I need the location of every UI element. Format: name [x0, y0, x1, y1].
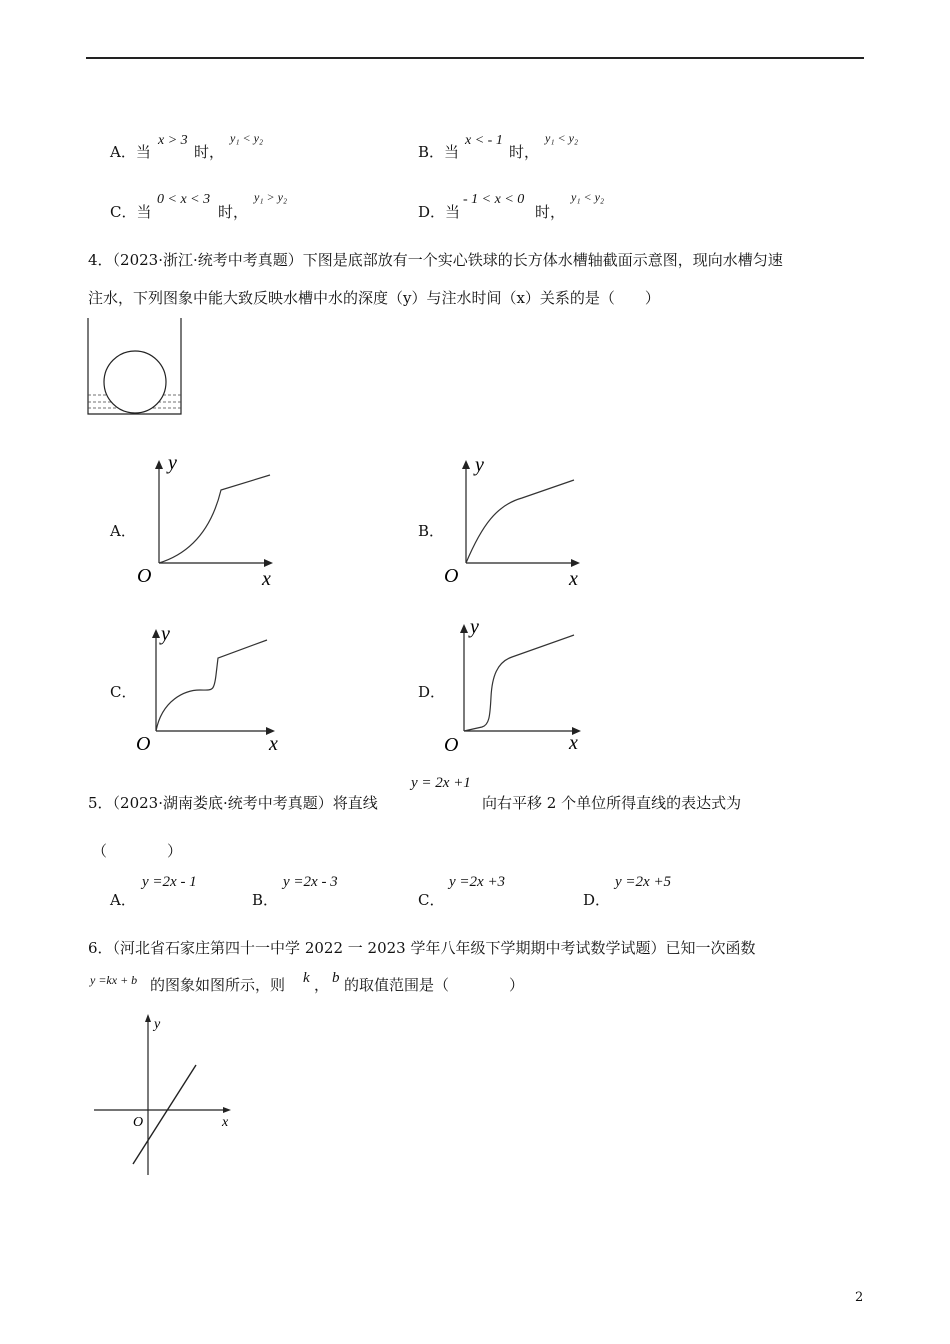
x-axis-arrow	[264, 559, 273, 567]
q5-option-a-expr: y =2x - 1	[142, 874, 197, 890]
q3-c-rel: y₁ > y₂	[254, 190, 288, 204]
q3-d-label: D．当	[418, 203, 461, 221]
q5-option-d-label: D．	[583, 891, 611, 909]
origin-label: O	[136, 733, 151, 755]
y-label: y	[154, 1017, 161, 1032]
q6-stem-line1: 6．（河北省石家庄第四十一中学 2022 一 2023 学年八年级下学期期中考试数学试题）已知一次函数	[88, 939, 756, 957]
y-axis-arrow	[155, 460, 163, 469]
q4-graph-b	[437, 455, 587, 590]
q4-stem-line2: 注水，下列图象中能大致反映水槽中水的深度（y）与注水时间（x）关系的是（ ）	[88, 289, 660, 307]
q6-b: b	[332, 970, 340, 986]
q5-option-a-label: A．	[110, 891, 136, 909]
q4-option-a-label: A．	[110, 522, 136, 540]
q3-a-tail: 时，	[194, 143, 225, 161]
q5-stem-prefix: 5．（2023·湖南娄底·统考中考真题）将直线	[88, 794, 378, 812]
x-label: x	[269, 733, 278, 755]
q3-d-rel: y₁ < y₂	[571, 190, 605, 204]
q4-graph-a	[130, 455, 280, 590]
q4-option-b-label: B．	[418, 522, 445, 540]
x-axis-arrow	[571, 559, 580, 567]
origin-label: O	[444, 565, 459, 587]
q4-option-d-label: D．	[418, 683, 446, 701]
water-tank-diagram	[80, 312, 190, 422]
curve-a	[159, 475, 270, 563]
y-axis-arrow	[145, 1014, 151, 1022]
q3-b-cond: x < - 1	[465, 133, 503, 148]
origin-label: O	[444, 734, 459, 752]
q3-c-cond: 0 < x < 3	[157, 192, 211, 207]
q3-b-tail: 时，	[509, 143, 540, 161]
q5-expr: y = 2x +1	[411, 775, 471, 791]
q6-stem-tail: 的取值范围是（ ）	[344, 976, 525, 994]
q6-stem-mid: 的图象如图所示，则	[150, 976, 286, 994]
q6-comma: ，	[314, 976, 330, 994]
x-label: x	[262, 568, 271, 590]
x-label: x	[569, 568, 578, 590]
q6-k: k	[303, 970, 310, 986]
q5-option-d-expr: y =2x +5	[615, 874, 672, 890]
q5-answer-paren: （ ）	[92, 842, 183, 860]
origin-label: O	[137, 565, 152, 587]
x-axis-arrow	[223, 1107, 231, 1113]
iron-ball	[104, 351, 166, 413]
q5-option-c-expr: y =2x +3	[449, 874, 506, 890]
x-label: x	[222, 1115, 229, 1130]
y-label: y	[475, 455, 484, 476]
curve-c	[156, 640, 267, 731]
q5-option-b-label: B．	[252, 891, 279, 909]
q4-graph-d	[437, 617, 592, 752]
q6-linear-graph	[88, 1008, 238, 1183]
q4-graph-c	[130, 620, 285, 755]
q5-option-b-expr: y =2x - 3	[283, 874, 338, 890]
q3-d-tail: 时，	[535, 203, 566, 221]
page-number: 2	[855, 1290, 864, 1305]
y-label: y	[470, 617, 479, 638]
q3-c-tail: 时，	[218, 203, 249, 221]
q3-c-label: C．当	[110, 203, 152, 221]
q3-b-rel: y₁ < y₂	[545, 131, 579, 145]
q3-a-rel: y₁ < y₂	[230, 131, 264, 145]
y-axis-arrow	[152, 629, 160, 638]
q3-a-label: A．当	[110, 143, 151, 161]
y-axis-arrow	[462, 460, 470, 469]
q3-d-cond: - 1 < x < 0	[463, 192, 525, 207]
curve-b	[466, 480, 574, 563]
q3-b-label: B．当	[418, 143, 460, 161]
q4-option-c-label: C．	[110, 683, 137, 701]
q4-stem-line1: 4．（2023·浙江·统考中考真题）下图是底部放有一个实心铁球的长方体水槽轴截面示意图，现向水槽匀速	[88, 251, 783, 269]
origin-label: O	[133, 1115, 144, 1130]
y-label: y	[161, 623, 170, 645]
q5-option-c-label: C．	[418, 891, 445, 909]
x-label: x	[569, 732, 578, 752]
curve-d	[464, 635, 574, 731]
q5-stem-suffix: 向右平移 2 个单位所得直线的表达式为	[482, 794, 742, 812]
q6-expr: y =kx + b	[90, 973, 138, 987]
y-label: y	[168, 455, 177, 474]
y-axis-arrow	[460, 624, 468, 633]
q3-a-cond: x > 3	[158, 133, 188, 148]
header-rule	[86, 57, 864, 59]
